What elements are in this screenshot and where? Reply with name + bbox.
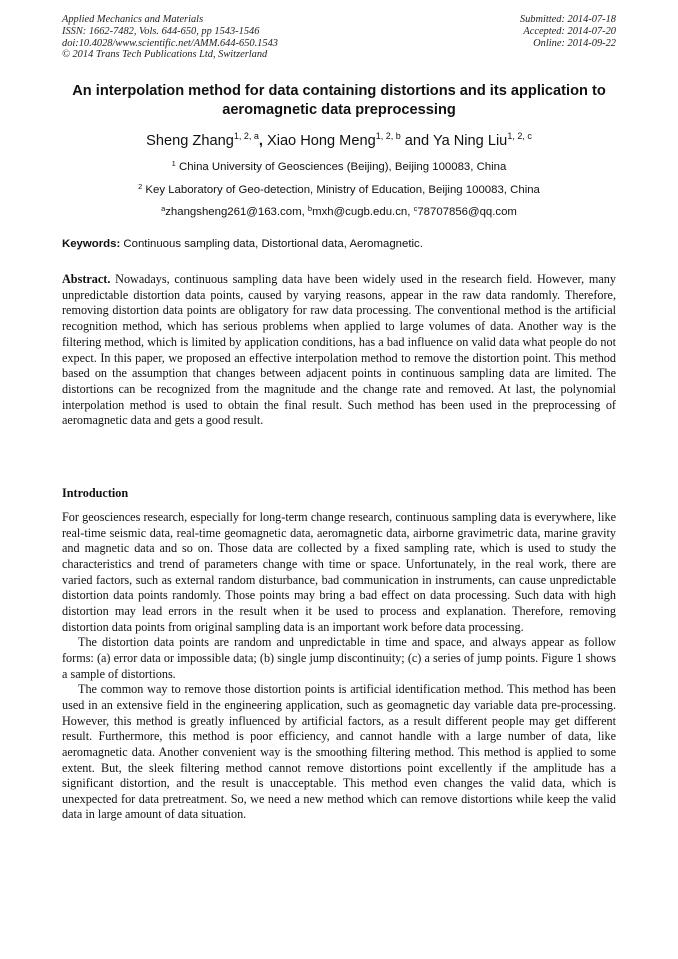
- affiliation: [62, 180, 616, 197]
- introduction-body: [62, 510, 616, 823]
- author-separator: ,: [258, 133, 263, 149]
- publication-info: [62, 14, 278, 61]
- keywords-label: Keywords:: [62, 238, 121, 250]
- journal-name: Applied Mechanics and Materials: [62, 14, 204, 25]
- copyright-line: © 2014 Trans Tech Publications Ltd, Switzerland: [62, 49, 268, 61]
- affiliation-marker: 2: [138, 182, 143, 191]
- publication-dates: [520, 14, 616, 49]
- paragraph: For geosciences research, especially for long-term change research, continuous sampling data is everywhere, like real-time seismic data, real-time geomagnetic data, aeromagnetic data, airborne gravimetric data, marine gravity and magnetic data and so on. Those data are collected by a fixed sampling rate, which is used to study the characteristics and trend of parameters change with time or space. Unfortunately, in the real work, there are varied factors, such as external random disturbance, bad communication in instruments, can cause unpredictable distortion data points randomly. Those points may bring a bad effect on data processing. Such data with high distortion may lead errors in the result when it be used to process and explanation. Therefore, removing distortion data points from original sampling data is an important work before data processing.: [62, 510, 616, 634]
- online-date: Online: 2014-09-22: [533, 37, 616, 49]
- abstract-text: Nowadays, continuous sampling data have been widely used in the research field. However, many unpredictable distortion data points, caused by varying reasons, appear in the raw data randomly. Therefore, removing distortion data points are obligatory for raw data processing. The conventional method is the artificial recognition method, which has serious problems when applied to large volumes of data. Another way is the filtering method, which is limited by application conditions, has a bad influence on valid data what people do not expect. In this paper, we proposed an effective interpolation method to remove the distortion point. This method based on the assumption that changes between adjacent points in continuous sampling data are limited. The distortions can be recognized from the magnitude and the change rate and removed. At last, the polynomial interpolation method is used to obtain the final result. Such method has been used in the preprocessing of aeromagnetic data and gets a good result.: [62, 272, 616, 428]
- author-name: Ya Ning Liu: [432, 133, 508, 149]
- email-marker: c: [413, 204, 418, 213]
- email-address[interactable]: mxh@cugb.edu.cn: [312, 206, 408, 218]
- affiliation: [62, 157, 616, 174]
- author-name: Sheng Zhang: [146, 133, 234, 149]
- paragraph: The distortion data points are random and unpredictable in time and space, and always appear as follow forms: (a) error data or impossible data; (b) single jump discontinuity; (c) a series of jump points. Figure 1 shows a sample of distortions.: [62, 635, 616, 681]
- affiliation-marker: 1: [171, 159, 176, 168]
- paragraph: The common way to remove those distortion points is artificial identification method. This method has been used in an extensive field in the engineering application, such as geomagnetic day variable data pre-processing. However, this method is greatly influenced by artificial factors, as a result different people may get different result. Furthermore, this method is poor efficiency, and cannot handle with a large number of data, like aeromagnetic data. Another convenient way is the smoothing filtering method. This method is applied to some extent. But, the sleek filtering method cannot remove distortions point excellently if the amplitude has a significant distortion, and the result is unacceptable. This method even changes the valid data, which is unexpected for data pretreatment. So, we need a new method which can remove distortions while keep the valid data in large amount of data situation.: [62, 682, 616, 822]
- keywords: [62, 237, 616, 251]
- email-marker: b: [307, 204, 313, 213]
- keywords-text: Continuous sampling data, Distortional data, Aeromagnetic.: [123, 238, 423, 250]
- author-name: Xiao Hong Meng: [266, 133, 376, 149]
- author-affiliation-marker: 1, 2, b: [375, 131, 401, 141]
- author-line: [62, 127, 616, 150]
- email-address[interactable]: zhangsheng261@163.com: [165, 206, 302, 218]
- affiliation-text: China University of Geosciences (Beijing), Beijing 100083, China: [179, 161, 507, 173]
- email-line: $^a$zhangsheng261@163.com, $^b$mxh@cugb.edu.cn, $^c$78707856@qq.com: [161, 204, 517, 218]
- author-affiliation-marker: 1, 2, a: [233, 131, 259, 141]
- author-affiliation-marker: 1, 2, c: [507, 131, 532, 141]
- issn-line: ISSN: 1662-7482, Vols. 644-650, pp 1543-1546: [62, 25, 260, 37]
- abstract: [62, 272, 616, 429]
- affiliation-text: Key Laboratory of Geo-detection, Ministry of Education, Beijing 100083, China: [145, 184, 540, 196]
- abstract-label: Abstract.: [62, 272, 111, 286]
- section-heading: Introduction: [62, 486, 129, 500]
- author-separator: and: [404, 133, 430, 149]
- email-marker: a: [161, 204, 166, 213]
- submitted-date: Submitted: 2014-07-18: [519, 14, 616, 25]
- paper-title: An interpolation method for data containing distortions and its application to aeromagnetic data preprocessing: [72, 83, 606, 118]
- accepted-date: Accepted: 2014-07-20: [523, 25, 616, 37]
- doi-line: doi:10.4028/www.scientific.net/AMM.644-650.1543: [62, 37, 278, 49]
- email-address[interactable]: 78707856@qq.com: [417, 206, 517, 218]
